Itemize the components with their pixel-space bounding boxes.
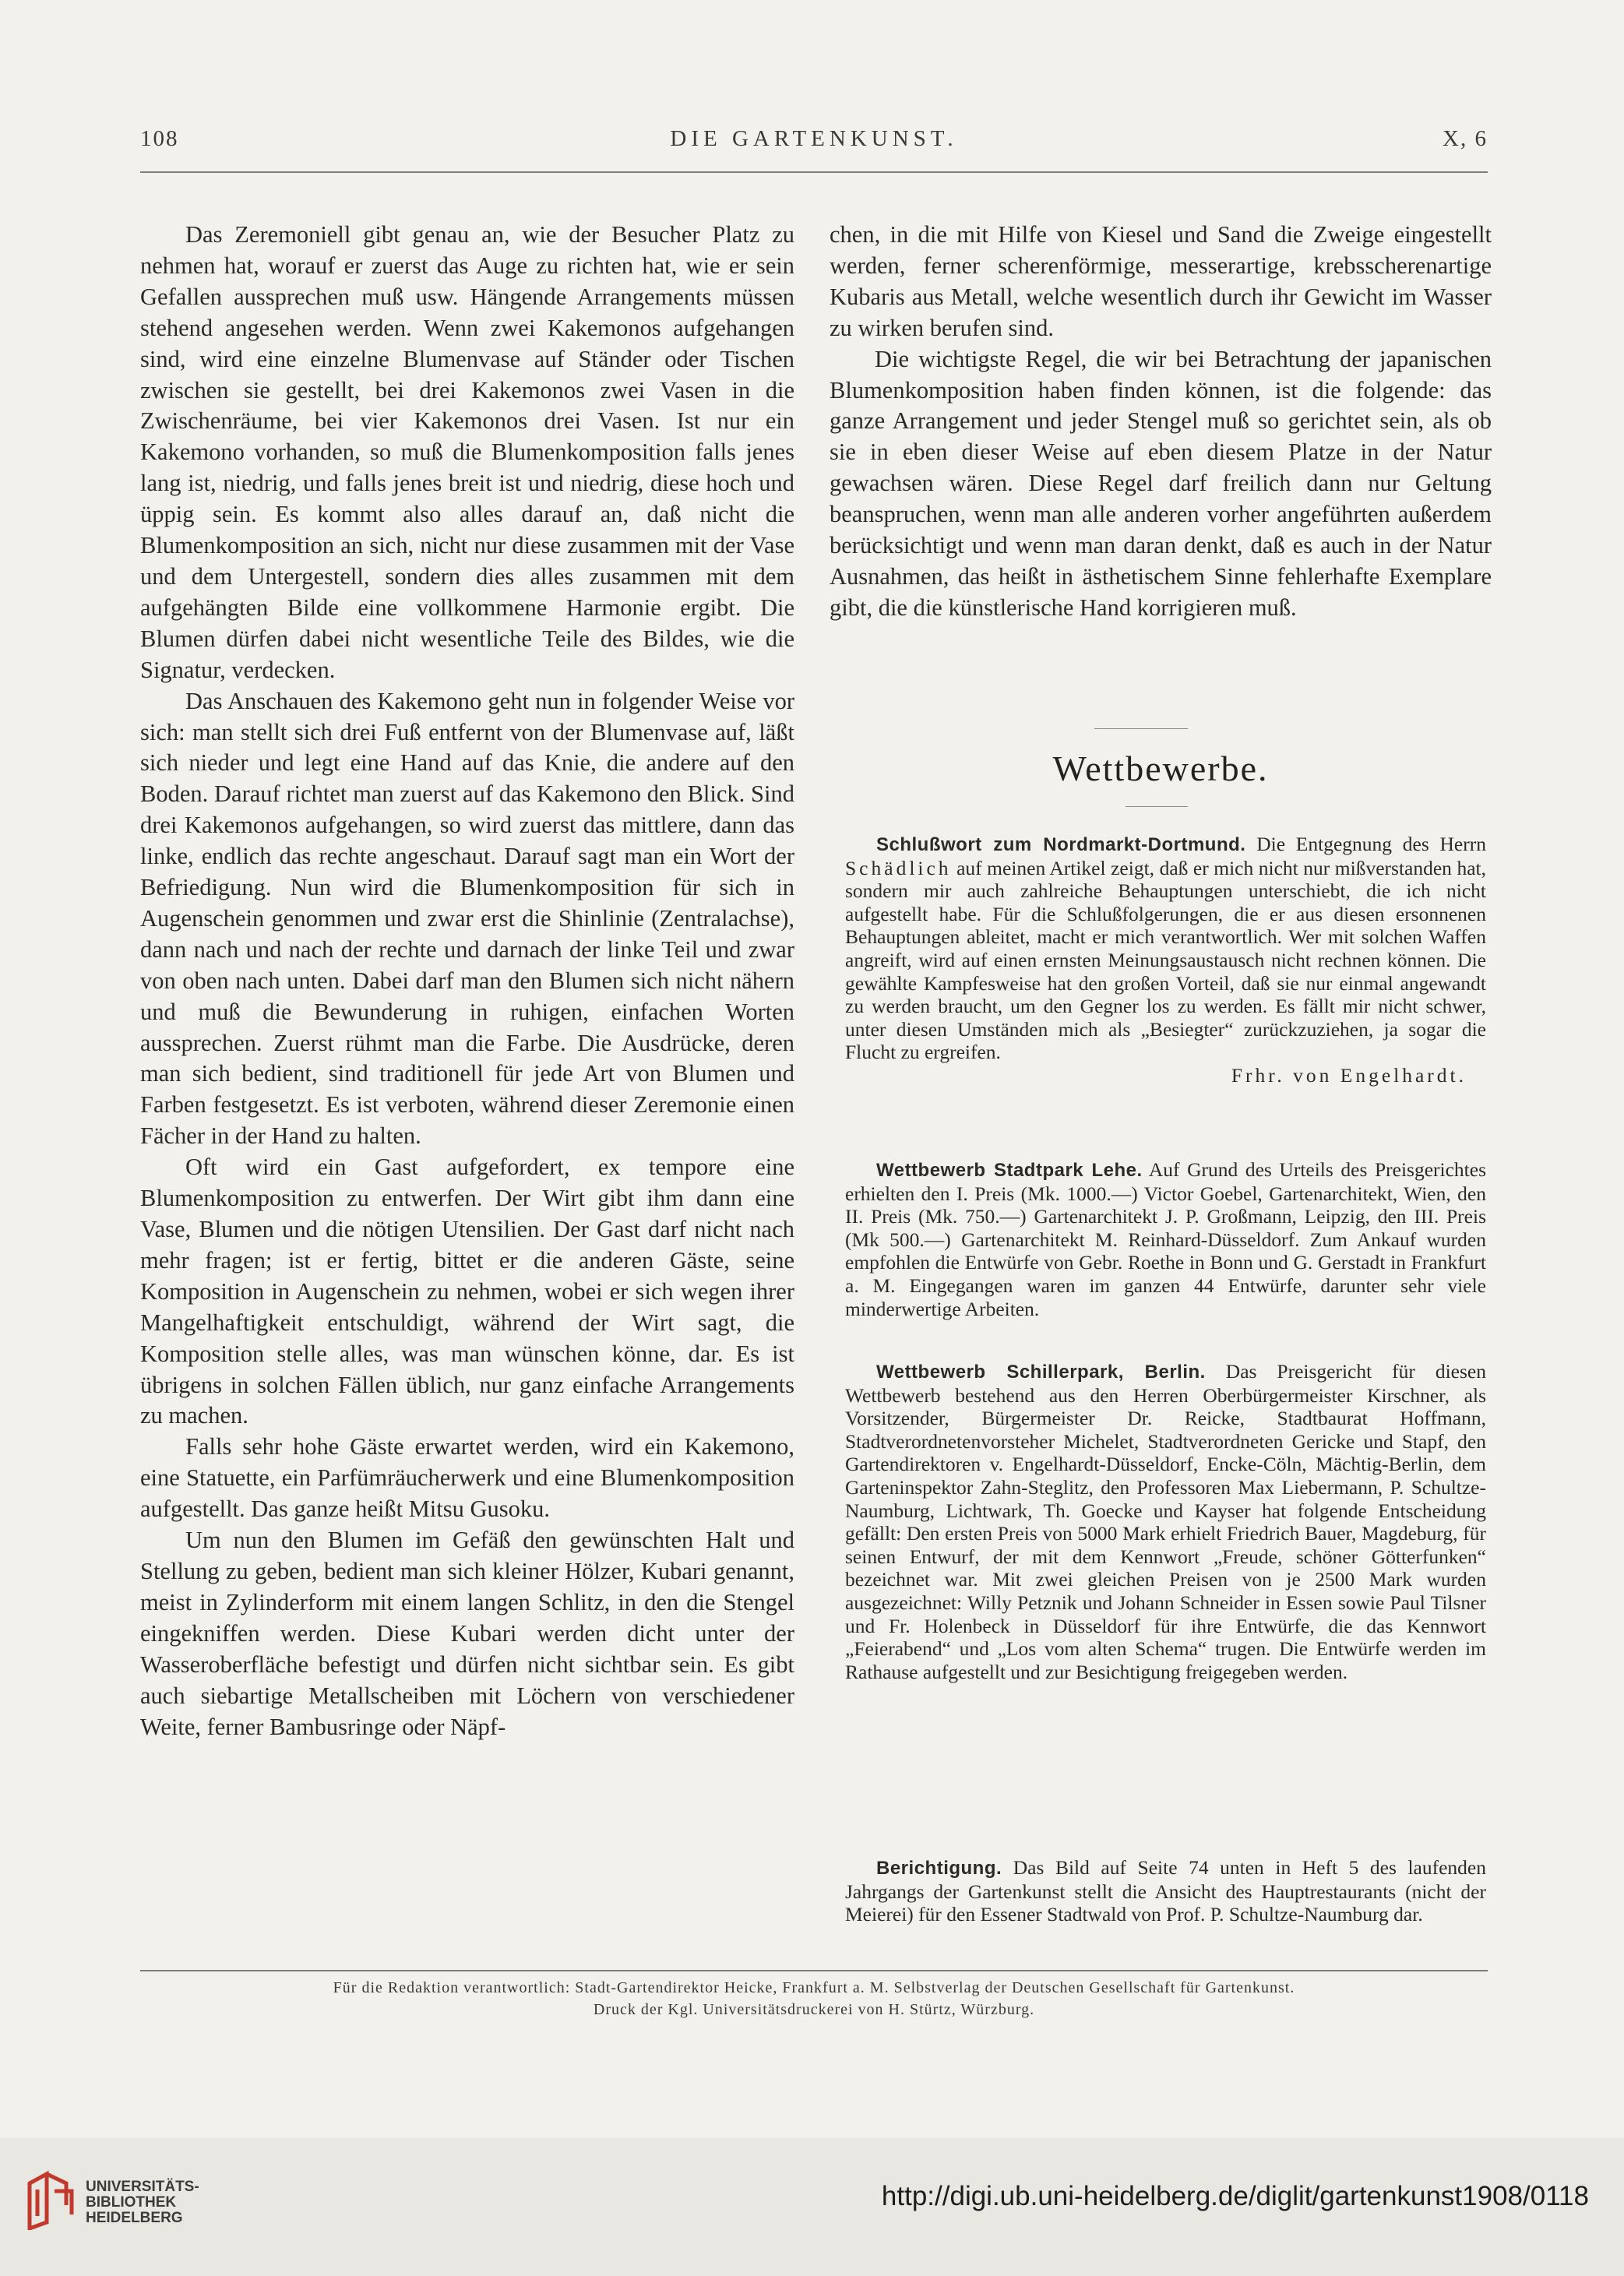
paragraph: Oft wird ein Gast aufgefordert, ex tempore eine Blumenkomposition zu entwerfen. Der Wirt gibt ihm dann eine Vase, Blumen und die nötigen Utensilien. Der Gast darf nicht nach mehr fragen; ist er fertig, bittet er die anderen Gäste, seine Komposition in Augenschein zu nehmen, wobei er sich wegen ihrer Mangelhaftigkeit entschuldigt, während der Wirt sagt, die Komposition stelle alles, was man wünschen könne, dar. Es ist übrigens in solchen Fällen üblich, nur ganz einfache Arrangements zu machen. xyxy=(140,1154,794,1429)
notice-lead: Wettbewerb Stadtpark Lehe. xyxy=(876,1160,1143,1181)
section-divider xyxy=(1094,728,1188,729)
running-header xyxy=(140,126,1488,157)
notice-schillerpark xyxy=(845,1360,1486,1683)
library-name-line: UNIVERSITÄTS- xyxy=(86,2179,199,2195)
paragraph: Das Zeremoniell gibt genau an, wie der Besucher Platz zu nehmen hat, worauf er zuerst das Auge zu richten hat, wie er sein Gefallen aussprechen muß usw. Hängende Arrangements müssen stehend angesehen werden. Wenn zwei Kakemonos aufgehangen sind, wird eine einzelne Blumenvase auf Ständer oder Tischen zwischen sie gestellt, bei drei Kakemonos zwei Vasen in die Zwischenräume, bei vier Kakemonos drei Vasen. Ist nur ein Kakemono vorhanden, so muß die Blumenkomposition falls jenes lang ist, niedrig, und falls jenes breit ist und niedrig, diese hoch und üppig sein. Es kommt also alles darauf an, daß nicht die Blumenkomposition an sich, nicht nur diese zusammen mit der Vase und dem Untergestell, sondern dies alles zusammen mit dem aufgehängten Bilde eine vollkommene Harmonie ergibt. Die Blumen dürfen dabei nicht wesentliche Teile des Bildes, wie die Signatur, verdecken. xyxy=(140,221,794,683)
imprint-line: Für die Redaktion verantwortlich: Stadt-Gartendirektor Heicke, Frankfurt a. M. Selbstverlag der Deutschen Gesellschaft für Gartenkunst. xyxy=(333,1979,1295,1996)
notice-text: Die Entgegnung des Herrn xyxy=(1245,833,1486,855)
library-name-line: BIBLIOTHEK xyxy=(86,2194,177,2211)
notice-lead: Wettbewerb Schillerpark, Berlin. xyxy=(876,1362,1206,1383)
notice-text: Das Bild auf Seite 74 unten in Heft 5 des laufenden Jahrgangs der Gartenkunst stellt die Ansicht des Hauptrestaurants (nicht der Meierei) für den Essener Stadtwald von Prof. P. Schultze-Naumburg dar. xyxy=(845,1856,1486,1926)
page-number: 108 xyxy=(140,126,179,151)
imprint xyxy=(140,1977,1488,2021)
section-heading: Wettbewerbe. xyxy=(1052,749,1269,788)
signature: Frhr. von Engelhardt. xyxy=(1231,1063,1467,1087)
right-column xyxy=(830,220,1492,624)
paragraph: Das Anschauen des Kakemono geht nun in folgender Weise vor sich: man stellt sich drei Fuß entfernt von der Blumenvase auf, läßt sich nieder und legt eine Hand auf das Knie, die andere auf den Boden. Darauf richtet man zuerst auf das Kakemono den Blick. Sind drei Kakemonos aufgehangen, so wird zuerst das mittlere, dann das linke, endlich das rechte angeschaut. Darauf sagt man ein Wort der Befriedigung. Nun wird die Blumenkomposition für sich in Augenschein genommen und zwar erst die Shinlinie (Zentralachse), dann nach und nach der rechte und darnach der linke Teil und zwar von oben nach unten. Dabei darf man den Blumen sich nicht nähern und muß die Bewunderung in ruhigen, einfachen Worten aussprechen. Zuerst rühmt man die Farbe. Die Ausdrücke, deren man sich bedient, sind traditionell für jede Art von Blumen und Farben festgesetzt. Es ist verboten, während dieser Zeremonie einen Fächer in der Hand zu halten. xyxy=(140,687,794,1150)
notice-lehe xyxy=(845,1158,1486,1320)
left-column xyxy=(140,220,794,1742)
notice-correction xyxy=(845,1856,1486,1926)
paragraph: Falls sehr hohe Gäste erwartet werden, wird ein Kakemono, eine Statuette, ein Parfümräucherwerk und eine Blumenkomposition aufgestellt. Das ganze heißt Mitsu Gusoku. xyxy=(140,1433,794,1523)
journal-title: DIE GARTENKUNST. xyxy=(670,126,958,151)
notice-text: Das Preisgericht für diesen Wettbewerb bestehend aus den Herren Oberbürgermeister Kirschner, als Vorsitzender, Bürgermeister Dr. Reicke, Stadtbaurat Hoffmann, Stadtverordnetenvorsteher Michelet, Stadtverordneten Gericke und Stapf, den Gartendirektoren v. Engelhardt-Düsseldorf, Encke-Cöln, Mächtig-Berlin, dem Garteninspektor Zahn-Steglitz, den Professoren Max Liebermann, P. Schultze-Naumburg, Lichtwark, Th. Goecke und Kayser hat folgende Entscheidung gefällt: Den ersten Preis von 5000 Mark erhielt Friedrich Bauer, Magdeburg, für seinen Entwurf, der mit dem Kennwort „Freude, schöner Götterfunken“ bezeichnet war. Mit zwei gleichen Preisen von je 2500 Mark wurden ausgezeichnet: Willy Petznik und Johann Schneider in Essen sowie Paul Tilsner und Fr. Holenbeck in Düsseldorf für ihre Entwürfe, die das Kennwort „Feierabend“ und „Los vom alten Schema“ trugen. Die Entwürfe werden im Rathause aufgestellt und zur Besichtigung freigegeben werden. xyxy=(845,1360,1486,1683)
notice-nordmarkt xyxy=(845,833,1486,1087)
paragraph: Um nun den Blumen im Gefäß den gewünschten Halt und Stellung zu geben, bedient man sich kleiner Hölzer, Kubari genannt, meist in Zylinderform mit einem langen Schlitz, in den die Stengel eingekniffen werden. Diese Kubari werden dicht unter der Wasseroberfläche befestigt und dürfen nicht sichtbar sein. Es gibt auch siebartige Metallscheiben mit Löchern von verschiedener Weite, ferner Bambusringe oder Näpf- xyxy=(140,1527,794,1740)
person-name: Schädlich xyxy=(845,856,952,879)
notice-text: auf meinen Artikel zeigt, daß er mich nicht nur mißverstanden hat, sondern mir auch zahlreiche Behauptungen unterschiebt, die ich nicht aufgestellt habe. Für die Schlußfolgerungen, die er aus diesen ersonnenen Behauptungen ableitet, macht er mich verantwortlich. Wer mit solchen Waffen angreift, wird auf einen ernsten Meinungsaustausch nicht rechnen können. Die gewählte Kampfesweise hat den großen Vorteil, daß sie nur einmal angewandt zu werden braucht, um den Gegner los zu werden. Es fällt mir nicht schwer, unter diesen Umständen mich als „Besiegter“ zurückzuziehen, ja sogar die Flucht zu ergreifen. xyxy=(845,856,1486,1064)
notice-lead: Berichtigung. xyxy=(876,1858,1002,1879)
library-name xyxy=(86,2179,199,2226)
source-url-link[interactable]: http://digi.ub.uni-heidelberg.de/diglit/gartenkunst1908/0118 xyxy=(881,2181,1589,2211)
notice-lead: Schlußwort zum Nordmarkt-Dortmund. xyxy=(876,834,1246,855)
volume-issue: X, 6 xyxy=(1443,126,1488,151)
imprint-line: Druck der Kgl. Universitätsdruckerei von H. Stürtz, Würzburg. xyxy=(593,2001,1035,2018)
header-rule xyxy=(140,171,1488,173)
footer-rule xyxy=(140,1970,1488,1971)
library-name-line: HEIDELBERG xyxy=(86,2210,183,2226)
notice-text: Auf Grund des Urteils des Preisgerichtes erhielten den I. Preis (Mk. 1000.—) Victor Goebel, Gartenarchitekt, Wien, den II. Preis (Mk. 750.—) Gartenarchitekt J. P. Großmann, Leipzig, den III. Preis (Mk 500.—) Gartenarchitekt M. Reinhard-Düsseldorf. Zum Ankauf wurden empfohlen die Entwürfe von Gebr. Roethe in Bonn und G. Gerstadt in Frankfurt a. M. Eingegangen waren im ganzen 44 Entwürfe, darunter sehr viele minderwertige Arbeiten. xyxy=(845,1158,1486,1320)
heading-divider xyxy=(1126,806,1188,807)
paragraph: Die wichtigste Regel, die wir bei Betrachtung der japanischen Blumenkomposition haben finden können, ist die folgende: das ganze Arrangement und jeder Stengel muß so gerichtet sein, als ob sie in eben dieser Weise auf eben diesem Platze in der Natur gewachsen wären. Diese Regel darf freilich dann nur Geltung beanspruchen, wenn man alle anderen vorher angeführten außerdem berücksichtigt und wenn man daran denkt, daß es auch in der Natur Ausnahmen, das heißt in ästhetischem Sinne fehlerhafte Exemplare gibt, die die künstlerische Hand korrigieren muß. xyxy=(830,345,1492,621)
library-logo-icon xyxy=(23,2168,78,2230)
paragraph: chen, in die mit Hilfe von Kiesel und Sand die Zweige eingestellt werden, ferner scherenförmige, messerartige, krebsscherenartige Kubaris aus Metall, welche wesentlich durch ihr Gewicht im Wasser zu wirken berufen sind. xyxy=(830,221,1492,341)
